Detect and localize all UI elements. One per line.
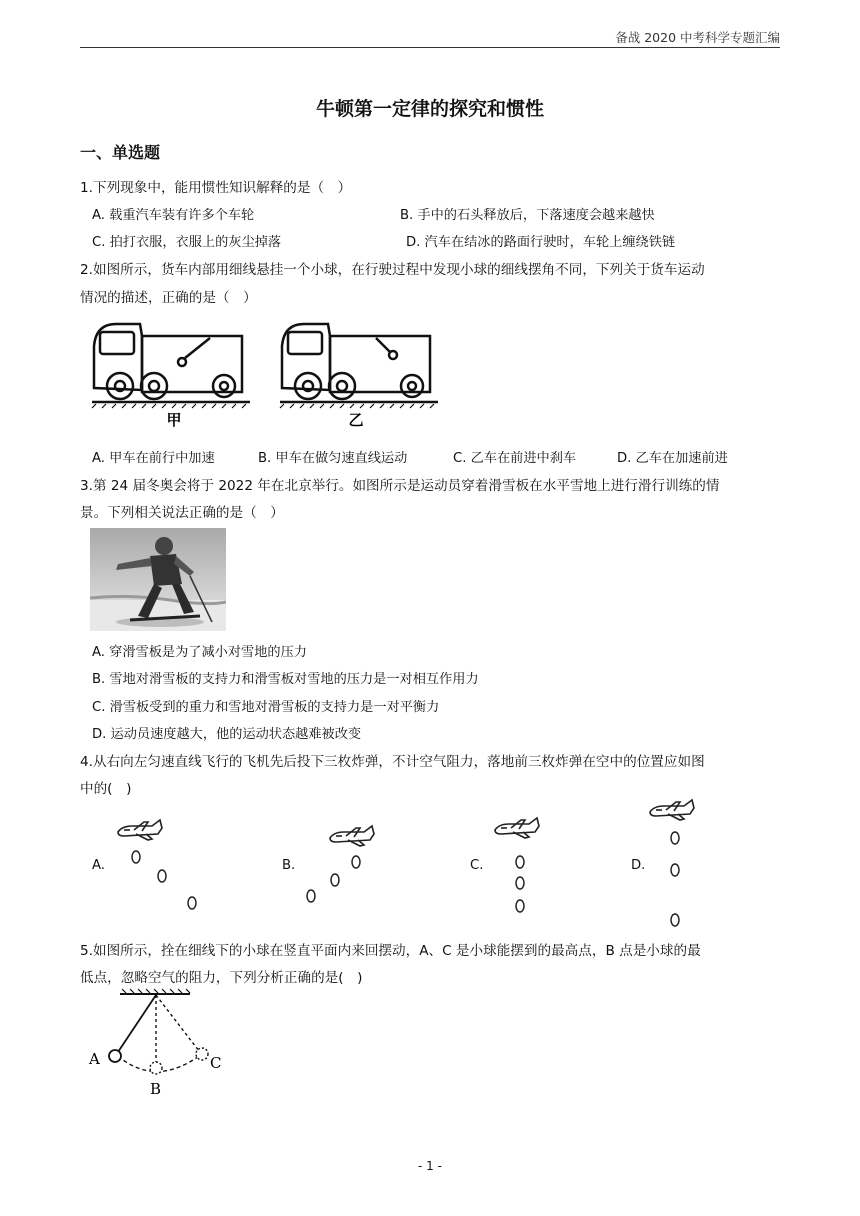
airplane-icon	[118, 820, 162, 840]
skier-photo	[90, 528, 226, 631]
page-number: - 1 -	[418, 1159, 442, 1173]
page-header: 备战 2020 中考科学专题汇编	[615, 30, 780, 45]
question-2-stem-line-1: 2.如图所示，货车内部用细线悬挂一个小球，在行驶过程中发现小球的细线摆角不同，下列关于货车运动	[80, 262, 705, 278]
question-1-stem: 1.下列现象中，能用惯性知识解释的是（ ）	[80, 180, 352, 196]
question-1-option-a: A. 载重汽车装有许多个车轮	[92, 208, 255, 223]
question-4-stem-line-1: 4.从右向左匀速直线飞行的飞机先后投下三枚炸弹，不计空气阻力，落地前三枚炸弹在空中的位置应如图	[80, 754, 705, 770]
question-5-stem-line-2: 低点，忽略空气的阻力，下列分析正确的是( )	[80, 970, 363, 986]
question-2-option-b: B. 甲车在做匀速直线运动	[258, 451, 408, 466]
truck-figure	[90, 318, 440, 430]
pendulum-diagram	[86, 988, 236, 1100]
truck-diagram	[90, 318, 440, 430]
question-2-option-d: D. 乙车在加速前进	[617, 451, 728, 466]
question-3-stem-line-1: 3.第 24 届冬奥会将于 2022 年在北京举行。如图所示是运动员穿着滑雪板在水平雪地上进行滑行训练的情	[80, 478, 720, 494]
question-4-option-a: A.	[92, 858, 105, 873]
question-4-option-b: B.	[282, 858, 296, 873]
question-4-option-c: C.	[470, 858, 484, 873]
question-5-stem-line-1: 5.如图所示，拴在细线下的小球在竖直平面内来回摆动，A、C 是小球能摆到的最高点，B 点是小球的最	[80, 943, 701, 959]
airplane-icon	[495, 818, 539, 838]
bomb-drop-figures	[0, 790, 860, 940]
header-rule	[80, 47, 780, 48]
question-4-stem-line-2: 中的( )	[80, 781, 132, 797]
question-4-option-d: D.	[631, 858, 646, 873]
question-3-option-b: B. 雪地对滑雪板的支持力和滑雪板对雪地的压力是一对相互作用力	[92, 672, 479, 687]
point-label-a: A	[89, 1050, 100, 1068]
question-3-option-d: D. 运动员速度越大，他的运动状态越难被改变	[92, 727, 362, 742]
question-2-option-a: A. 甲车在前行中加速	[92, 451, 215, 466]
point-label-c: C	[210, 1054, 222, 1072]
question-3-option-a: A. 穿滑雪板是为了减小对雪地的压力	[92, 645, 307, 660]
question-2-stem-line-2: 情况的描述，正确的是（ ）	[80, 290, 257, 306]
section-heading: 一、单选题	[80, 143, 161, 162]
figure-label-jia: 甲	[166, 411, 182, 429]
figure-label-yi: 乙	[348, 411, 364, 429]
question-1-option-b: B. 手中的石头释放后，下落速度会越来越快	[400, 208, 655, 223]
airplane-icon	[650, 800, 694, 820]
document-title: 牛顿第一定律的探究和惯性	[315, 98, 544, 120]
question-1-option-c: C. 拍打衣服，衣服上的灰尘掉落	[92, 235, 282, 250]
question-3-option-c: C. 滑雪板受到的重力和雪地对滑雪板的支持力是一对平衡力	[92, 700, 440, 715]
question-2-option-c: C. 乙车在前进中刹车	[453, 451, 577, 466]
skier-image	[90, 528, 226, 631]
pendulum-figure	[86, 988, 236, 1100]
question-1-option-d: D. 汽车在结冰的路面行驶时，车轮上缠绕铁链	[406, 235, 676, 250]
airplane-icon	[330, 826, 374, 846]
question-3-stem-line-2: 景。下列相关说法正确的是（ ）	[80, 505, 284, 521]
point-label-b: B	[150, 1080, 162, 1098]
